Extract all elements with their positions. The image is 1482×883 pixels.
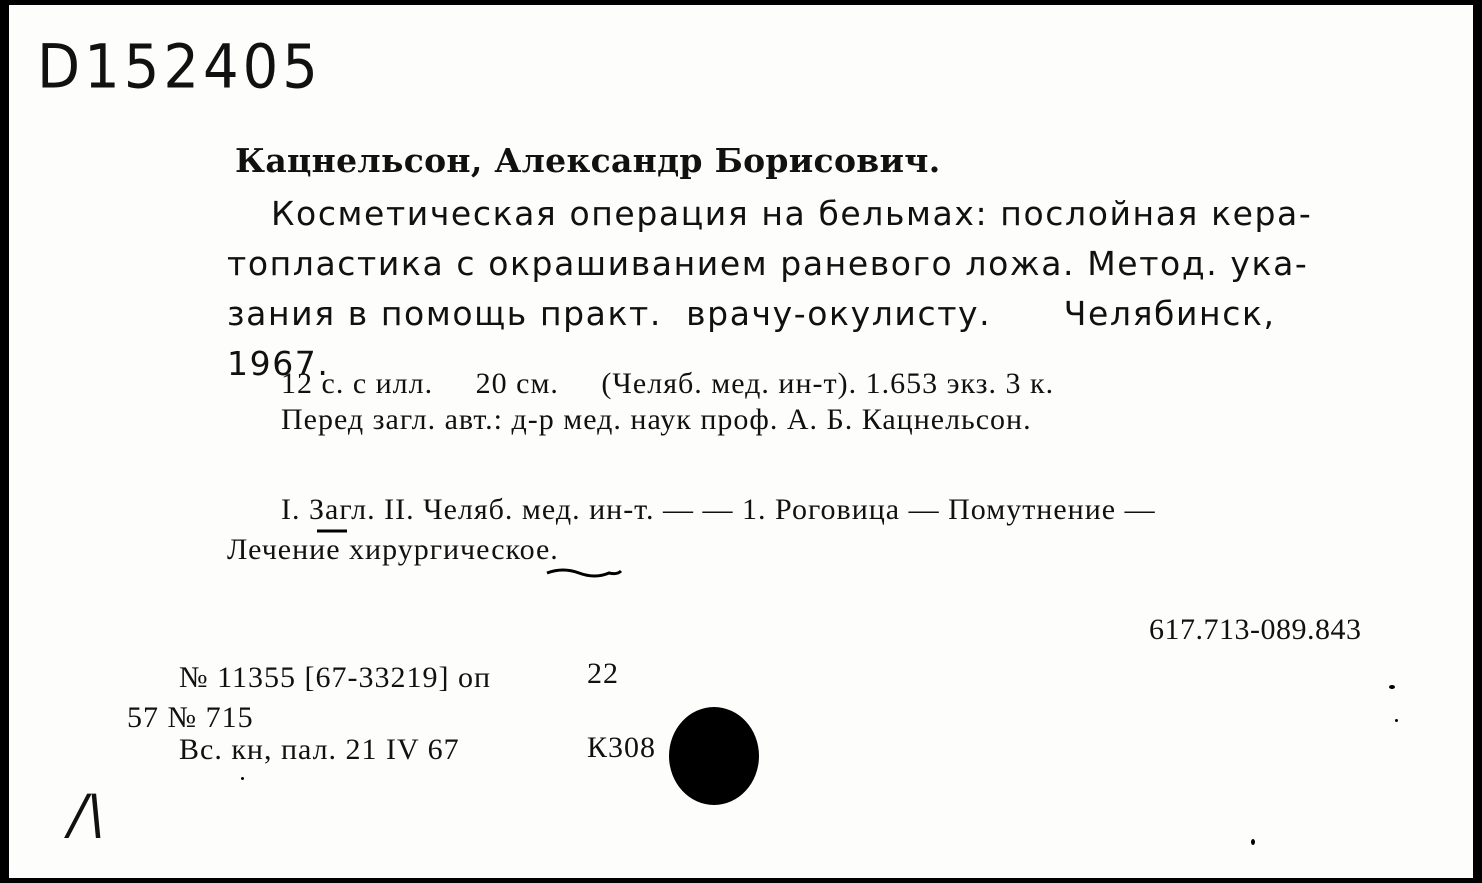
subject-headings-line: Лечение хирургическое. — [227, 533, 559, 566]
udc-classification: 617.713-089.843 — [1149, 613, 1362, 646]
author-heading: Кацнельсон, Александр Борисович. — [235, 141, 941, 180]
physical-description: 12 с. с илл. 20 см. (Челяб. мед. ин-т). 1.653 экз. 3 к. — [281, 367, 1055, 400]
ink-speck — [1389, 685, 1395, 689]
handwritten-underline — [545, 565, 625, 581]
title-line: Косметическая операция на бельмах: послойная кера- — [271, 194, 1313, 233]
order-number: 22 — [587, 657, 619, 690]
ink-speck — [241, 777, 244, 780]
chamber-date-line: Вс. кн, пал. 21 IV 67 — [179, 733, 460, 766]
ink-speck — [1395, 719, 1398, 722]
pencil-mark: /\ — [62, 783, 113, 846]
title-line: топластика с окрашиванием раневого ложа. Метод. ука- — [227, 244, 1309, 283]
subject-headings-line: I. Загл. II. Челяб. мед. ин-т. — — 1. Роговица — Помутнение — — [281, 493, 1156, 526]
punch-hole — [669, 707, 759, 805]
title-line: 1967. — [227, 344, 330, 383]
title-block — [227, 189, 1402, 389]
accession-number: D152405 — [37, 32, 322, 103]
ink-speck — [1251, 839, 1255, 845]
card-code: К308 — [587, 731, 657, 764]
order-line: № 11355 [67-33219] оп — [179, 661, 492, 694]
handwritten-underline — [315, 527, 349, 535]
register-line: 57 № 715 — [127, 701, 254, 734]
title-line: зания в помощь практ. врачу-окулисту. Челябинск, — [227, 294, 1276, 333]
author-note: Перед загл. авт.: д-р мед. наук проф. А. Б. Кацнельсон. — [281, 403, 1032, 436]
